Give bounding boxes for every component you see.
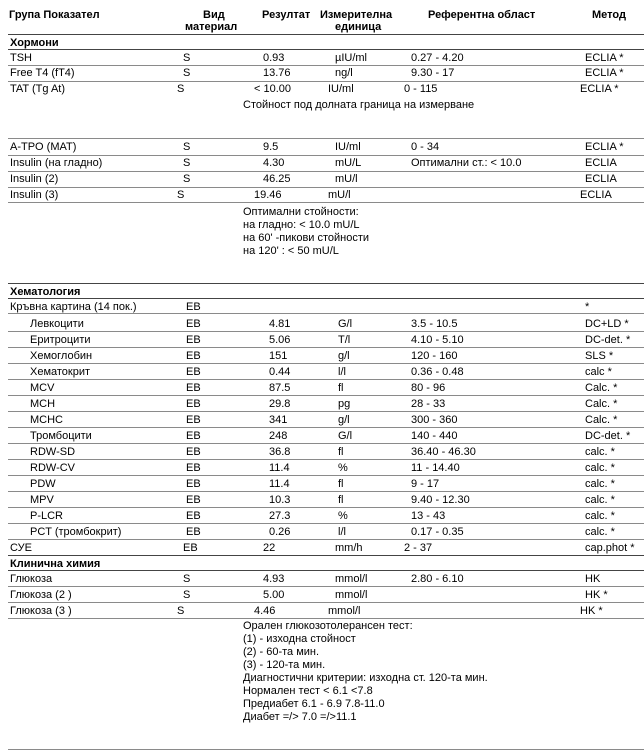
row-divider bbox=[8, 363, 644, 364]
cell-result: 27.3 bbox=[269, 510, 291, 522]
cell-reference: 0 - 115 bbox=[404, 83, 438, 95]
cell-material: S bbox=[183, 52, 191, 64]
cell-material: S bbox=[177, 189, 185, 201]
cell-material: EB bbox=[186, 301, 201, 313]
cell-reference: 11 - 14.40 bbox=[411, 462, 460, 474]
cell-unit: ng/l bbox=[335, 67, 353, 79]
cell-result: 4.81 bbox=[269, 318, 291, 330]
cell-reference: 3.5 - 10.5 bbox=[411, 318, 458, 330]
glucose-note-line: Диабет =/> 7.0 =/>11.1 bbox=[243, 711, 357, 723]
cell-reference: 0.27 - 4.20 bbox=[411, 52, 464, 64]
cell-unit: IU/ml bbox=[328, 83, 354, 95]
cell-material: EB bbox=[186, 462, 201, 474]
row-divider bbox=[8, 298, 644, 299]
cell-reference: 9 - 17 bbox=[411, 478, 440, 490]
cell-method: calc. * bbox=[585, 446, 615, 458]
cell-method: calc. * bbox=[585, 526, 615, 538]
insulin-note-line: на 60' -пикови стойности bbox=[243, 232, 370, 244]
cell-unit: g/l bbox=[338, 350, 350, 362]
glucose-note-line: Предиабет 6.1 - 6.9 7.8-11.0 bbox=[243, 698, 385, 710]
cell-name: Insulin (на гладно) bbox=[10, 157, 103, 169]
cell-name: PCT (тромбокрит) bbox=[30, 526, 122, 538]
cell-reference: 13 - 43 bbox=[411, 510, 446, 522]
cell-method: ECLIA * bbox=[585, 67, 624, 79]
cell-name: MCHC bbox=[30, 414, 63, 426]
cell-name: Кръвна картина (14 пок.) bbox=[10, 301, 137, 313]
cell-material: S bbox=[183, 573, 191, 585]
cell-name: RDW-CV bbox=[30, 462, 76, 474]
glucose-note bbox=[243, 620, 488, 724]
row-divider bbox=[8, 138, 644, 139]
row-divider bbox=[8, 155, 644, 156]
glucose-note-line: (3) - 120-та мин. bbox=[243, 659, 326, 671]
glucose-note-line: (2) - 60-та мин. bbox=[243, 646, 320, 658]
col-header-method: Метод bbox=[592, 9, 626, 21]
cell-reference: 0 - 34 bbox=[411, 141, 440, 153]
row-divider bbox=[8, 539, 644, 540]
cell-result: 11.4 bbox=[269, 462, 290, 474]
cell-name: MCH bbox=[30, 398, 56, 410]
cell-method: * bbox=[585, 301, 590, 313]
cell-name: Еритроцити bbox=[30, 334, 91, 346]
cell-unit: pg bbox=[338, 398, 351, 410]
row-divider bbox=[8, 749, 644, 750]
insulin-note-line: на гладно: < 10.0 mU/L bbox=[243, 219, 360, 231]
row-divider bbox=[8, 331, 644, 332]
cell-unit: fl bbox=[338, 382, 344, 394]
cell-reference: 4.10 - 5.10 bbox=[411, 334, 464, 346]
col-header-material-2: материал bbox=[185, 21, 238, 33]
row-divider bbox=[8, 555, 644, 556]
row-divider bbox=[8, 523, 644, 524]
cell-unit: IU/ml bbox=[335, 141, 361, 153]
cell-name: Хематокрит bbox=[30, 366, 91, 378]
cell-name: Левкоцити bbox=[30, 318, 84, 330]
cell-method: calc * bbox=[585, 366, 612, 378]
cell-material: EB bbox=[186, 510, 201, 522]
cell-reference: 9.40 - 12.30 bbox=[411, 494, 470, 506]
cell-reference: 28 - 33 bbox=[411, 398, 446, 410]
row-divider bbox=[8, 34, 644, 35]
cell-result: 151 bbox=[269, 350, 288, 362]
row-divider bbox=[8, 202, 644, 203]
cell-reference: 140 - 440 bbox=[411, 430, 458, 442]
cell-method: calc. * bbox=[585, 494, 615, 506]
row-divider bbox=[8, 443, 644, 444]
cell-reference: 0.36 - 0.48 bbox=[411, 366, 464, 378]
tat-note: Стойност под долната граница на измерване bbox=[243, 99, 475, 111]
cell-reference: 9.30 - 17 bbox=[411, 67, 455, 79]
section-header: Клинична химия bbox=[10, 558, 101, 570]
cell-material: EB bbox=[186, 398, 201, 410]
cell-result: < 10.00 bbox=[254, 83, 292, 95]
glucose-note-line: (1) - изходна стойност bbox=[243, 633, 356, 645]
cell-unit: mU/l bbox=[335, 173, 358, 185]
cell-material: EB bbox=[186, 478, 201, 490]
insulin-note-line: Оптимални стойности: bbox=[243, 206, 359, 218]
cell-material: S bbox=[183, 157, 191, 169]
cell-material: S bbox=[183, 173, 191, 185]
cell-method: calc. * bbox=[585, 478, 615, 490]
cell-unit: fl bbox=[338, 494, 344, 506]
cell-method: calc. * bbox=[585, 510, 615, 522]
cell-method: cap.phot * bbox=[585, 542, 635, 554]
cell-reference: 2.80 - 6.10 bbox=[411, 573, 464, 585]
cell-unit: g/l bbox=[338, 414, 350, 426]
cell-name: PDW bbox=[30, 478, 56, 490]
cell-material: EB bbox=[186, 318, 201, 330]
cell-result: 10.3 bbox=[269, 494, 291, 506]
cell-unit: % bbox=[338, 510, 348, 522]
cell-method: ECLIA bbox=[585, 157, 617, 169]
cell-name: Insulin (2) bbox=[10, 173, 59, 185]
cell-method: DC-det. * bbox=[585, 334, 631, 346]
insulin-note-line: на 120' : < 50 mU/L bbox=[243, 245, 339, 257]
cell-result: 248 bbox=[269, 430, 288, 442]
cell-method: ECLIA * bbox=[585, 52, 624, 64]
section-header: Хематология bbox=[10, 286, 81, 298]
cell-result: 341 bbox=[269, 414, 288, 426]
cell-result: 0.44 bbox=[269, 366, 291, 378]
insulin-note bbox=[243, 206, 369, 258]
cell-result: 4.30 bbox=[263, 157, 285, 169]
row-divider bbox=[8, 347, 644, 348]
col-header-unit-1: Измерителна bbox=[320, 9, 393, 21]
cell-material: EB bbox=[186, 526, 201, 538]
cell-unit: mmol/l bbox=[335, 589, 368, 601]
cell-unit: mm/h bbox=[335, 542, 363, 554]
row-divider bbox=[8, 586, 644, 587]
cell-result: 19.46 bbox=[254, 189, 282, 201]
cell-result: 4.46 bbox=[254, 605, 276, 617]
cell-material: S bbox=[183, 589, 191, 601]
cell-result: 0.93 bbox=[263, 52, 285, 64]
cell-name: СУЕ bbox=[10, 542, 32, 554]
cell-material: EB bbox=[186, 430, 201, 442]
cell-name: TSH bbox=[10, 52, 32, 64]
cell-method: ECLIA * bbox=[585, 141, 624, 153]
cell-method: calc. * bbox=[585, 462, 615, 474]
cell-name: TAT (Tg At) bbox=[10, 83, 66, 95]
cell-result: 9.5 bbox=[263, 141, 279, 153]
col-header-material-1: Вид bbox=[203, 9, 225, 21]
cell-result: 5.00 bbox=[263, 589, 285, 601]
row-divider bbox=[8, 187, 644, 188]
cell-unit: G/l bbox=[338, 430, 353, 442]
cell-method: DC+LD * bbox=[585, 318, 629, 330]
cell-unit: mmol/l bbox=[335, 573, 368, 585]
cell-material: EB bbox=[186, 350, 201, 362]
cell-result: 4.93 bbox=[263, 573, 285, 585]
cell-name: P-LCR bbox=[30, 510, 64, 522]
cell-method: HK bbox=[585, 573, 601, 585]
cell-name: RDW-SD bbox=[30, 446, 76, 458]
cell-result: 36.8 bbox=[269, 446, 291, 458]
row-divider bbox=[8, 475, 644, 476]
row-divider bbox=[8, 379, 644, 380]
cell-material: S bbox=[183, 67, 191, 79]
row-divider bbox=[8, 459, 644, 460]
col-header-reference: Референтна област bbox=[428, 9, 536, 21]
row-divider bbox=[8, 313, 644, 314]
cell-name: Insulin (3) bbox=[10, 189, 59, 201]
cell-unit: T/l bbox=[338, 334, 351, 346]
glucose-note-line: Нормален тест < 6.1 <7.8 bbox=[243, 685, 373, 697]
cell-unit: fl bbox=[338, 446, 344, 458]
cell-method: DC-det. * bbox=[585, 430, 631, 442]
cell-result: 22 bbox=[263, 542, 276, 554]
cell-reference: 36.40 - 46.30 bbox=[411, 446, 476, 458]
cell-material: EB bbox=[186, 494, 201, 506]
row-divider bbox=[8, 602, 644, 603]
cell-result: 0.26 bbox=[269, 526, 291, 538]
cell-material: EB bbox=[186, 414, 201, 426]
cell-name: Глюкоза bbox=[10, 573, 53, 585]
cell-method: ECLIA bbox=[580, 189, 612, 201]
glucose-note-line: Орален глюкозотолерансен тест: bbox=[243, 620, 413, 632]
cell-method: SLS * bbox=[585, 350, 614, 362]
row-divider bbox=[8, 491, 644, 492]
row-divider bbox=[8, 65, 644, 66]
cell-unit: % bbox=[338, 462, 348, 474]
cell-result: 87.5 bbox=[269, 382, 291, 394]
cell-result: 13.76 bbox=[263, 67, 291, 79]
cell-method: ECLIA * bbox=[580, 83, 619, 95]
cell-name: MCV bbox=[30, 382, 55, 394]
row-divider bbox=[8, 171, 644, 172]
cell-name: A-TPO (MAT) bbox=[10, 141, 77, 153]
section-header: Хормони bbox=[10, 37, 59, 49]
cell-reference: Оптимални ст.: < 10.0 bbox=[411, 157, 522, 169]
cell-result: 5.06 bbox=[269, 334, 291, 346]
cell-method: HK * bbox=[580, 605, 603, 617]
cell-unit: mU/L bbox=[335, 157, 362, 169]
col-header-unit-2: единица bbox=[335, 21, 382, 33]
cell-material: EB bbox=[186, 446, 201, 458]
cell-method: Calc. * bbox=[585, 414, 618, 426]
cell-material: EB bbox=[183, 542, 198, 554]
cell-unit: fl bbox=[338, 478, 344, 490]
cell-unit: µIU/ml bbox=[335, 52, 368, 64]
cell-name: Глюкоза (2 ) bbox=[10, 589, 72, 601]
cell-unit: mmol/l bbox=[328, 605, 361, 617]
row-divider bbox=[8, 427, 644, 428]
row-divider bbox=[8, 49, 644, 50]
cell-material: EB bbox=[186, 382, 201, 394]
cell-unit: l/l bbox=[338, 526, 346, 538]
cell-material: S bbox=[177, 605, 185, 617]
cell-reference: 0.17 - 0.35 bbox=[411, 526, 464, 538]
cell-material: S bbox=[177, 83, 185, 95]
row-divider bbox=[8, 81, 644, 82]
cell-result: 11.4 bbox=[269, 478, 290, 490]
cell-method: Calc. * bbox=[585, 382, 618, 394]
col-header-result: Резултат bbox=[262, 9, 311, 21]
cell-result: 46.25 bbox=[263, 173, 291, 185]
cell-method: HK * bbox=[585, 589, 608, 601]
cell-unit: mU/l bbox=[328, 189, 351, 201]
cell-material: EB bbox=[186, 366, 201, 378]
cell-unit: l/l bbox=[338, 366, 346, 378]
row-divider bbox=[8, 507, 644, 508]
cell-name: Free T4 (fT4) bbox=[10, 67, 75, 79]
cell-reference: 80 - 96 bbox=[411, 382, 446, 394]
row-divider bbox=[8, 283, 644, 284]
glucose-note-line: Диагностични критерии: изходна ст. 120-та мин. bbox=[243, 672, 488, 684]
cell-name: Хемоглобин bbox=[30, 350, 93, 362]
cell-name: Тромбоцити bbox=[30, 430, 92, 442]
cell-name: Глюкоза (3 ) bbox=[10, 605, 72, 617]
row-divider bbox=[8, 395, 644, 396]
cell-result: 29.8 bbox=[269, 398, 291, 410]
row-divider bbox=[8, 618, 644, 619]
cell-method: Calc. * bbox=[585, 398, 618, 410]
cell-name: MPV bbox=[30, 494, 54, 506]
cell-material: EB bbox=[186, 334, 201, 346]
cell-reference: 120 - 160 bbox=[411, 350, 458, 362]
cell-method: ECLIA bbox=[585, 173, 617, 185]
cell-reference: 2 - 37 bbox=[404, 542, 433, 554]
cell-material: S bbox=[183, 141, 191, 153]
row-divider bbox=[8, 570, 644, 571]
cell-unit: G/l bbox=[338, 318, 353, 330]
col-header-group: Група Показател bbox=[9, 9, 100, 21]
cell-reference: 300 - 360 bbox=[411, 414, 458, 426]
row-divider bbox=[8, 411, 644, 412]
